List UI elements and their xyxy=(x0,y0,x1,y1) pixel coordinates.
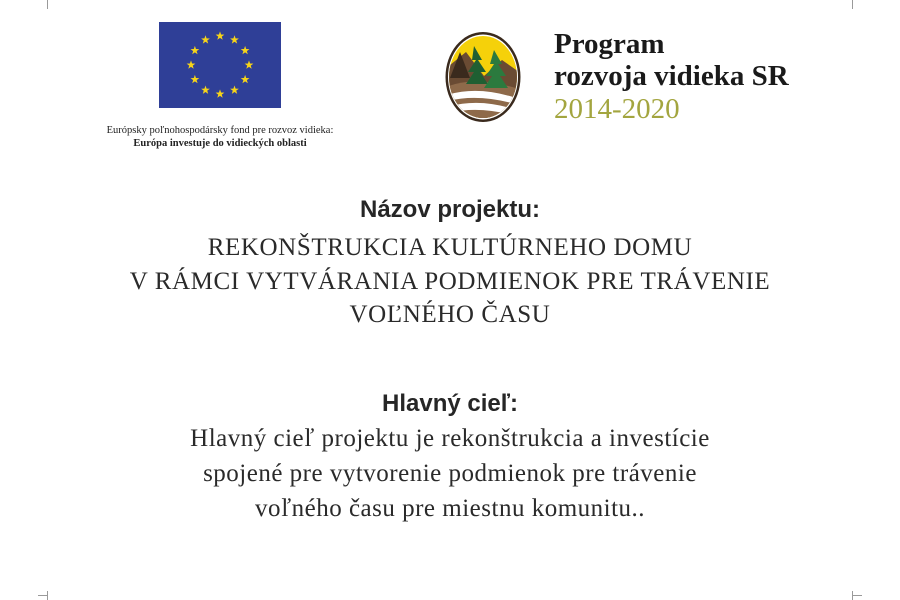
project-name-line: REKONŠTRUKCIA KULTÚRNEHO DOMU xyxy=(207,234,693,261)
project-heading: Názov projektu: xyxy=(359,196,541,223)
project-name-line: VOĽNÉHO ČASU xyxy=(349,301,551,328)
eu-caption xyxy=(80,124,360,150)
eu-caption-line: Európsky poľnohospodársky fond pre rozvoz vidieka: xyxy=(106,125,334,136)
program-years: 2014-2020 xyxy=(554,93,680,125)
program-subtitle: rozvoja vidieka SR xyxy=(554,60,789,92)
goal-text-line: voľného času pre miestnu komunitu.. xyxy=(254,495,646,522)
rural-landscape-emblem-icon xyxy=(444,30,522,124)
program-title-block xyxy=(554,28,789,126)
eu-flag-icon xyxy=(159,22,281,108)
goal-heading: Hlavný cieľ: xyxy=(382,390,518,417)
crop-mark xyxy=(47,0,48,9)
goal-text xyxy=(0,421,900,526)
program-title: Program xyxy=(554,28,665,60)
eu-funding-block xyxy=(80,22,360,150)
project-name-line: V RÁMCI VYTVÁRANIA PODMIENOK PRE TRÁVENIE xyxy=(129,267,771,295)
goal-text-line: spojené pre vytvorenie podmienok pre trávenie xyxy=(203,460,697,487)
crop-mark xyxy=(852,0,853,9)
crop-mark xyxy=(38,595,47,596)
crop-mark xyxy=(47,591,48,600)
project-name xyxy=(0,231,900,332)
goal-text-line: Hlavný cieľ projektu je rekonštrukcia a investície xyxy=(190,425,710,452)
eu-caption-motto: Európa investuje do vidieckých oblasti xyxy=(133,138,307,149)
main-goal-section xyxy=(0,389,900,526)
crop-mark xyxy=(853,595,862,596)
project-name-section xyxy=(0,195,900,332)
